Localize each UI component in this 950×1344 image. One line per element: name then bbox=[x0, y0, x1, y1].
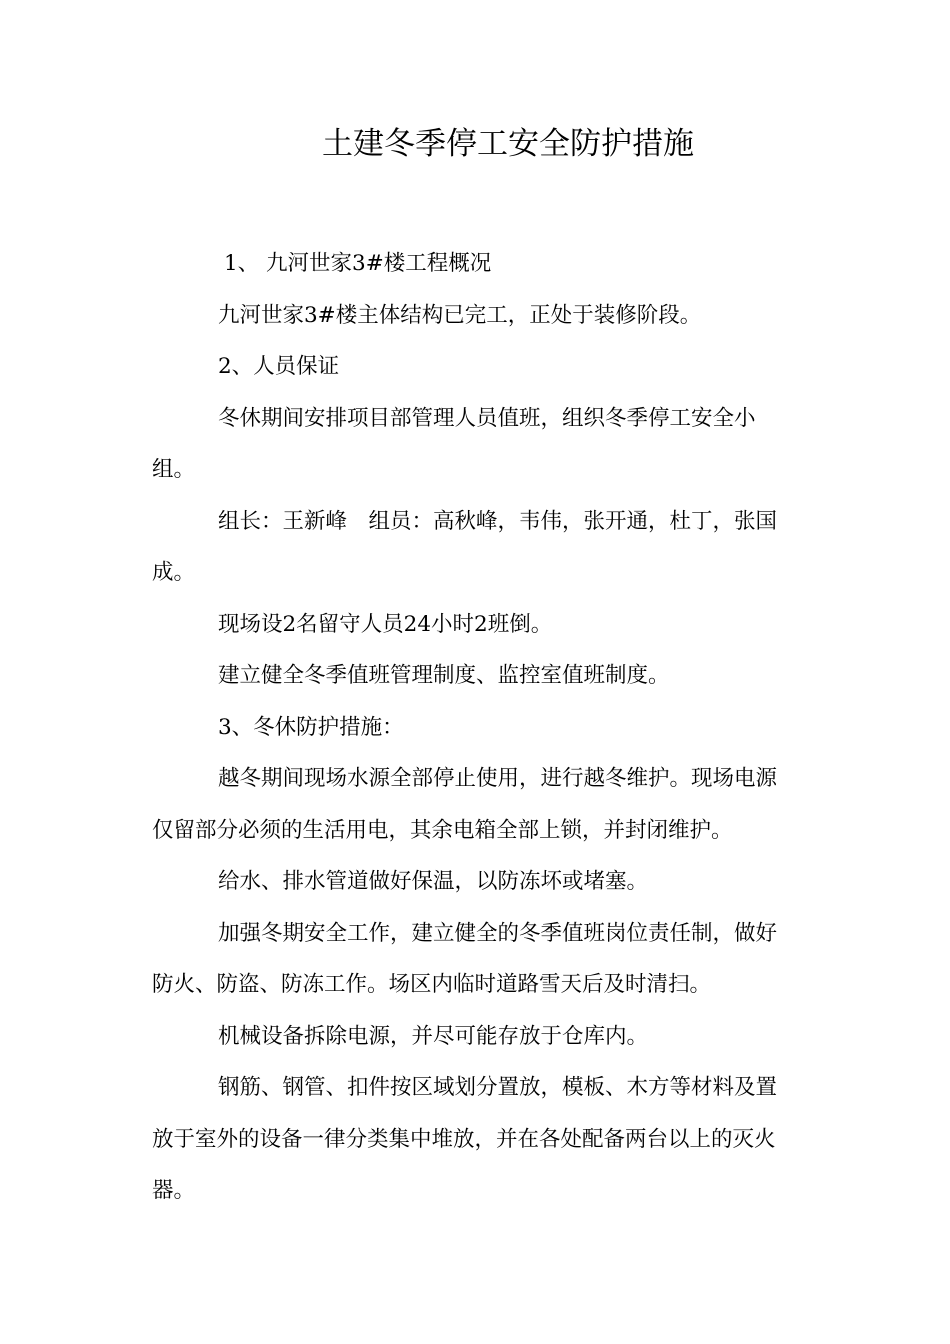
paragraph-pipe-insulation: 给水、排水管道做好保温，以防冻坏或堵塞。 bbox=[218, 869, 649, 894]
section-heading-overview: 1、 九河世家3#楼工程概况 bbox=[224, 251, 492, 276]
section-heading-staffing: 2、人员保证 bbox=[218, 354, 340, 379]
paragraph-materials-storage: 钢筋、钢管、扣件按区域划分置放，模板、木方等材料及置放于室外的设备一律分类集中堆放，并在各处配备两台以上的灭火器。 bbox=[152, 1075, 778, 1203]
paragraph-duty-arrangement: 冬休期间安排项目部管理人员值班，组织冬季停工安全小组。 bbox=[152, 405, 756, 482]
paragraph-water-power: 越冬期间现场水源全部停止使用，进行越冬维护。现场电源仅留部分必须的生活用电，其余电箱全部上锁，并封闭维护。 bbox=[152, 766, 778, 843]
document-title: 土建冬季停工安全防护措施 bbox=[322, 126, 694, 162]
paragraph-overview: 九河世家3#楼主体结构已完工，正处于装修阶段。 bbox=[218, 302, 702, 328]
paragraph-on-site-staff: 现场设2名留守人员24小时2班倒。 bbox=[218, 611, 553, 637]
paragraph-machinery: 机械设备拆除电源，并尽可能存放于仓库内。 bbox=[218, 1023, 649, 1049]
paragraph-safety-work: 加强冬期安全工作，建立健全的冬季值班岗位责任制，做好防火、防盗、防冻工作。场区内临时道路雪天后及时清扫。 bbox=[152, 920, 778, 997]
document-body bbox=[152, 238, 798, 1217]
paragraph-duty-system: 建立健全冬季值班管理制度、监控室值班制度。 bbox=[218, 663, 670, 688]
section-heading-protection: 3、冬休防护措施： bbox=[218, 714, 404, 740]
paragraph-team-members: 组长：王新峰 组员：高秋峰，韦伟，张开通，杜丁，张国成。 bbox=[152, 508, 778, 585]
